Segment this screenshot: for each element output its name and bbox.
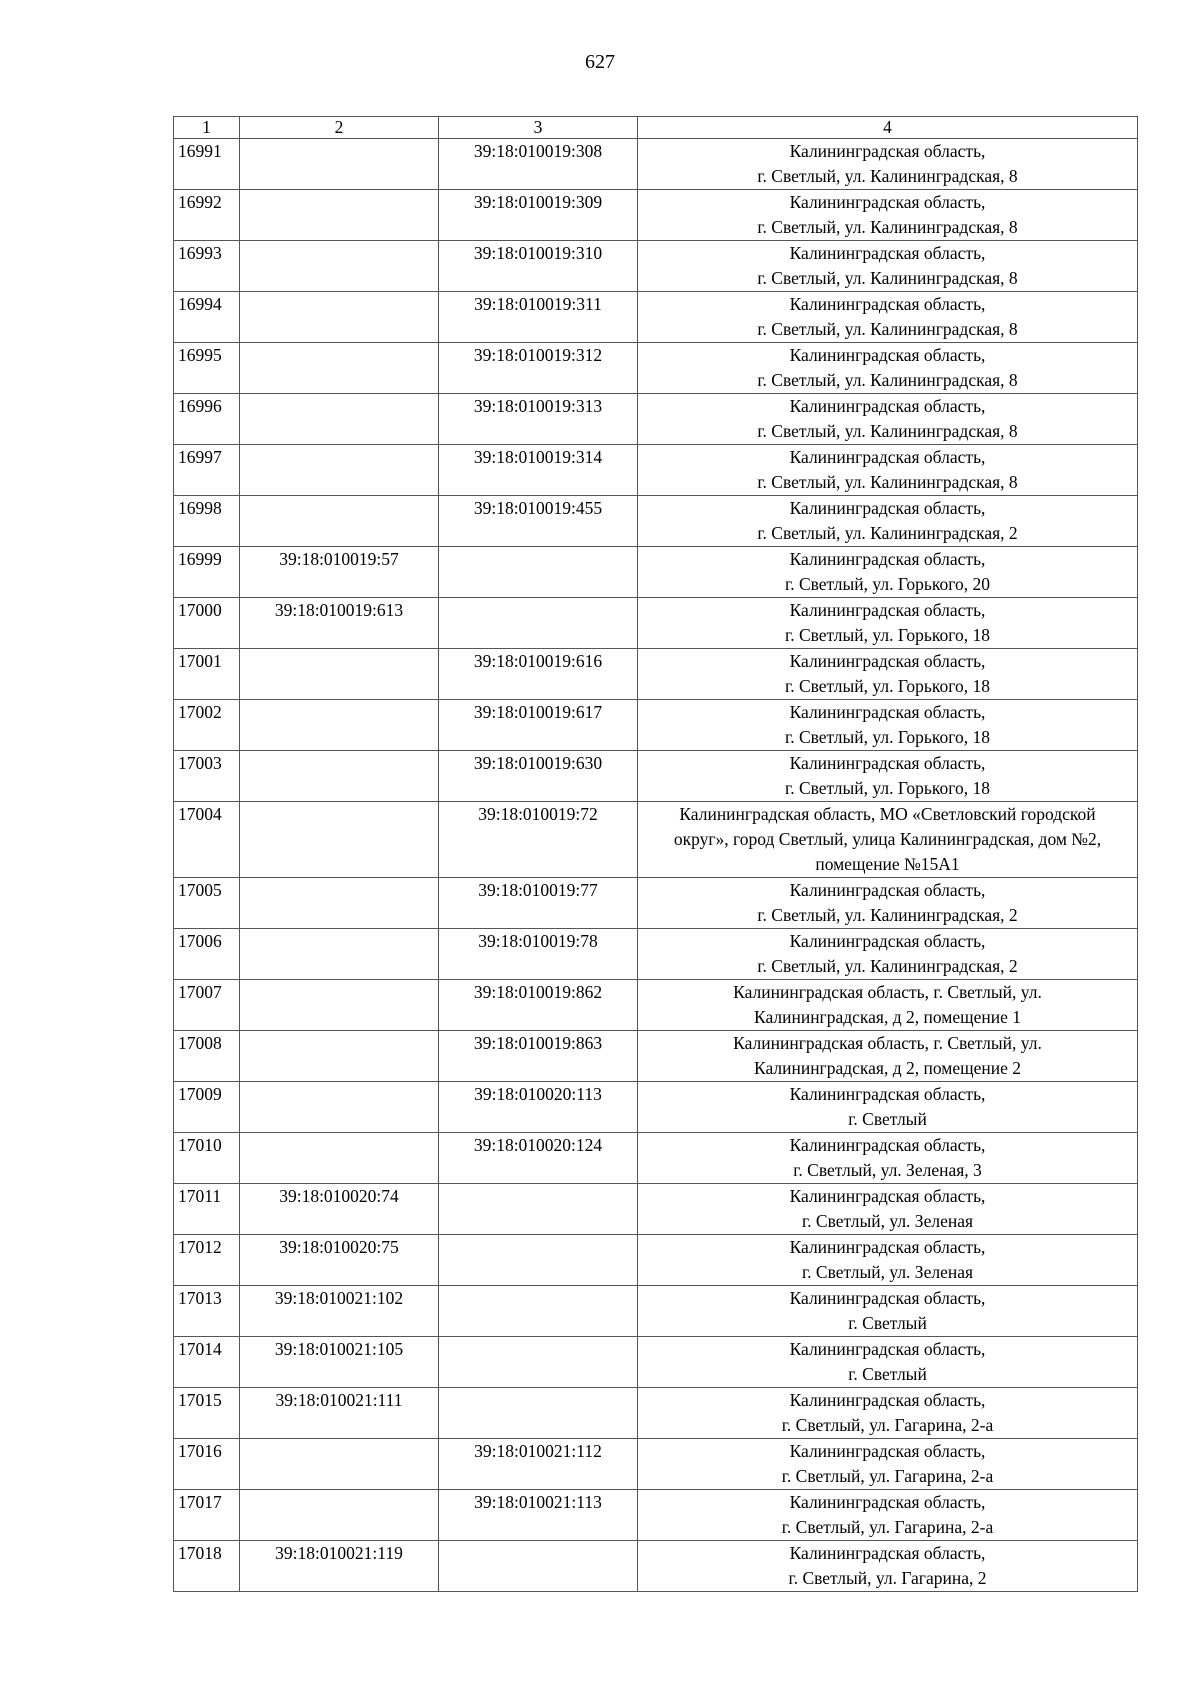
table-row [174, 598, 1138, 649]
table-row [174, 1031, 1138, 1082]
address-line: г. Светлый, ул. Калининградская, 8 [757, 217, 1018, 237]
table-row [174, 1082, 1138, 1133]
address-line: г. Светлый, ул. Горького, 18 [784, 778, 990, 798]
address-line: г. Светлый, ул. Калининградская, 8 [757, 319, 1018, 339]
row-number-cell: 17015 [174, 1388, 240, 1439]
cadastral-number-cell: 39:18:010019:309 [439, 190, 638, 241]
address-line: Калининградская область, [789, 1390, 986, 1410]
address-line: г. Светлый, ул. Горького, 18 [784, 625, 990, 645]
cadastral-number-cell [439, 598, 638, 649]
row-number-cell: 17007 [174, 980, 240, 1031]
row-number-cell: 17011 [174, 1184, 240, 1235]
address-line: Калининградская область, г. Светлый, ул. [733, 982, 1042, 1002]
address-line: г. Светлый, ул. Горького, 18 [784, 676, 990, 696]
cadastral-number-cell [240, 292, 439, 343]
address-line: г. Светлый, ул. Гагарина, 2 [788, 1568, 987, 1588]
cadastral-number-cell: 39:18:010019:455 [439, 496, 638, 547]
cadastral-number-cell [240, 878, 439, 929]
row-number-cell: 16997 [174, 445, 240, 496]
address-line: г. Светлый, ул. Гагарина, 2-а [781, 1415, 994, 1435]
table-row [174, 241, 1138, 292]
cadastral-number-cell [240, 241, 439, 292]
address-line: г. Светлый, ул. Калининградская, 8 [757, 421, 1018, 441]
cadastral-number-cell [240, 1439, 439, 1490]
address-line: Калининградская область, МО «Светловский городской [679, 804, 1096, 824]
registry-table [173, 116, 1138, 1592]
address-line: г. Светлый, ул. Гагарина, 2-а [781, 1466, 994, 1486]
address-line: Калининградская область, [789, 651, 986, 671]
address-line: Калининградская область, [789, 243, 986, 263]
address-line: Калининградская область, [789, 192, 986, 212]
address-cell [638, 980, 1138, 1031]
address-line: г. Светлый, ул. Зеленая, 3 [793, 1160, 982, 1180]
address-cell [638, 598, 1138, 649]
cadastral-number-cell [439, 1184, 638, 1235]
column-header-1: 1 [174, 117, 240, 139]
cadastral-number-cell: 39:18:010019:613 [240, 598, 439, 649]
cadastral-number-cell: 39:18:010019:617 [439, 700, 638, 751]
address-line: г. Светлый [848, 1109, 927, 1129]
row-number-cell: 17005 [174, 878, 240, 929]
cadastral-number-cell [240, 394, 439, 445]
table-row [174, 878, 1138, 929]
table-row [174, 190, 1138, 241]
cadastral-number-cell [240, 1031, 439, 1082]
cadastral-number-cell [240, 139, 439, 190]
address-cell [638, 1133, 1138, 1184]
address-line: Калининградская область, [789, 600, 986, 620]
address-cell [638, 878, 1138, 929]
address-line: Калининградская область, [789, 931, 986, 951]
cadastral-number-cell [240, 343, 439, 394]
cadastral-number-cell [439, 1286, 638, 1337]
cadastral-number-cell [439, 547, 638, 598]
row-number-cell: 17003 [174, 751, 240, 802]
cadastral-number-cell: 39:18:010020:113 [439, 1082, 638, 1133]
cadastral-number-cell: 39:18:010019:616 [439, 649, 638, 700]
cadastral-number-cell [439, 1388, 638, 1439]
address-line: помещение №15А1 [815, 854, 960, 874]
table-row [174, 394, 1138, 445]
table-row [174, 445, 1138, 496]
row-number-cell: 17000 [174, 598, 240, 649]
address-line: Калининградская область, [789, 702, 986, 722]
cadastral-number-cell [240, 1133, 439, 1184]
row-number-cell: 16992 [174, 190, 240, 241]
address-line: г. Светлый, ул. Горького, 20 [784, 574, 990, 594]
address-line: Калининградская область, [789, 1492, 986, 1512]
row-number-cell: 16991 [174, 139, 240, 190]
cadastral-number-cell: 39:18:010021:111 [240, 1388, 439, 1439]
address-line: Калининградская область, г. Светлый, ул. [733, 1033, 1042, 1053]
address-line: г. Светлый, ул. Калининградская, 8 [757, 268, 1018, 288]
cadastral-number-cell [240, 802, 439, 878]
cadastral-number-cell: 39:18:010021:112 [439, 1439, 638, 1490]
address-line: Калининградская область, [789, 141, 986, 161]
cadastral-number-cell: 39:18:010021:113 [439, 1490, 638, 1541]
address-cell [638, 802, 1138, 878]
table-header [174, 117, 1138, 139]
cadastral-number-cell [439, 1235, 638, 1286]
cadastral-number-cell [240, 980, 439, 1031]
address-cell [638, 1286, 1138, 1337]
address-cell [638, 190, 1138, 241]
row-number-cell: 17017 [174, 1490, 240, 1541]
cadastral-number-cell [240, 190, 439, 241]
page-number: 627 [585, 51, 615, 73]
cadastral-number-cell [240, 700, 439, 751]
address-cell [638, 1541, 1138, 1592]
address-line: Калининградская область, [789, 396, 986, 416]
cadastral-number-cell: 39:18:010020:74 [240, 1184, 439, 1235]
address-line: г. Светлый [848, 1313, 927, 1333]
address-cell [638, 496, 1138, 547]
row-number-cell: 17014 [174, 1337, 240, 1388]
table-row [174, 802, 1138, 878]
address-line: Калининградская область, [789, 1339, 986, 1359]
address-cell [638, 394, 1138, 445]
row-number-cell: 17013 [174, 1286, 240, 1337]
address-line: г. Светлый, ул. Гагарина, 2-а [781, 1517, 994, 1537]
row-number-cell: 17001 [174, 649, 240, 700]
row-number-cell: 16993 [174, 241, 240, 292]
address-line: г. Светлый, ул. Калининградская, 8 [757, 166, 1018, 186]
address-cell [638, 1184, 1138, 1235]
cadastral-number-cell: 39:18:010019:57 [240, 547, 439, 598]
address-line: Калининградская область, [789, 447, 986, 467]
address-line: округ», город Светлый, улица Калининградская, дом №2, [673, 829, 1102, 849]
table-row [174, 496, 1138, 547]
cadastral-number-cell: 39:18:010021:105 [240, 1337, 439, 1388]
address-cell [638, 343, 1138, 394]
cadastral-number-cell: 39:18:010019:78 [439, 929, 638, 980]
table-row [174, 980, 1138, 1031]
cadastral-number-cell [439, 1337, 638, 1388]
address-line: Калининградская, д 2, помещение 1 [754, 1007, 1021, 1027]
table-row [174, 1286, 1138, 1337]
cadastral-number-cell [240, 929, 439, 980]
address-line: Калининградская область, [789, 1084, 986, 1104]
address-line: г. Светлый, ул. Калининградская, 2 [757, 523, 1018, 543]
column-header-4: 4 [638, 117, 1138, 139]
cadastral-number-cell [240, 496, 439, 547]
cadastral-number-cell [240, 751, 439, 802]
table-row [174, 1541, 1138, 1592]
row-number-cell: 17008 [174, 1031, 240, 1082]
row-number-cell: 16996 [174, 394, 240, 445]
table-row [174, 649, 1138, 700]
cadastral-number-cell: 39:18:010019:77 [439, 878, 638, 929]
cadastral-number-cell: 39:18:010021:119 [240, 1541, 439, 1592]
address-line: Калининградская область, [789, 345, 986, 365]
cadastral-number-cell: 39:18:010020:124 [439, 1133, 638, 1184]
table-row [174, 1337, 1138, 1388]
cadastral-number-cell: 39:18:010019:313 [439, 394, 638, 445]
address-line: Калининградская область, [789, 1441, 986, 1461]
address-line: Калининградская область, [789, 294, 986, 314]
address-cell [638, 1388, 1138, 1439]
address-line: г. Светлый, ул. Калининградская, 8 [757, 472, 1018, 492]
address-cell [638, 929, 1138, 980]
address-line: Калининградская область, [789, 753, 986, 773]
table-row [174, 700, 1138, 751]
row-number-cell: 16995 [174, 343, 240, 394]
row-number-cell: 16999 [174, 547, 240, 598]
table-row [174, 1439, 1138, 1490]
cadastral-number-cell [240, 1490, 439, 1541]
address-cell [638, 1439, 1138, 1490]
address-line: г. Светлый [848, 1364, 927, 1384]
address-cell [638, 241, 1138, 292]
cadastral-number-cell: 39:18:010019:314 [439, 445, 638, 496]
table-row [174, 929, 1138, 980]
address-cell [638, 1337, 1138, 1388]
row-number-cell: 17002 [174, 700, 240, 751]
address-line: Калининградская область, [789, 1543, 986, 1563]
address-cell [638, 445, 1138, 496]
table-row [174, 1235, 1138, 1286]
cadastral-number-cell: 39:18:010019:630 [439, 751, 638, 802]
address-cell [638, 751, 1138, 802]
address-line: Калининградская область, [789, 880, 986, 900]
address-line: г. Светлый, ул. Калининградская, 2 [757, 956, 1018, 976]
table-row [174, 751, 1138, 802]
cadastral-number-cell [240, 1082, 439, 1133]
address-cell [638, 139, 1138, 190]
cadastral-number-cell [240, 445, 439, 496]
cadastral-number-cell: 39:18:010020:75 [240, 1235, 439, 1286]
address-cell [638, 649, 1138, 700]
row-number-cell: 17009 [174, 1082, 240, 1133]
address-line: г. Светлый, ул. Калининградская, 2 [757, 905, 1018, 925]
row-number-cell: 17018 [174, 1541, 240, 1592]
header-row [174, 117, 1138, 139]
address-line: Калининградская область, [789, 1288, 986, 1308]
table-row [174, 139, 1138, 190]
table-row [174, 547, 1138, 598]
column-header-2: 2 [240, 117, 439, 139]
table-row [174, 1490, 1138, 1541]
cadastral-number-cell: 39:18:010019:312 [439, 343, 638, 394]
address-cell [638, 1082, 1138, 1133]
column-header-3: 3 [439, 117, 638, 139]
row-number-cell: 17004 [174, 802, 240, 878]
cadastral-number-cell [240, 649, 439, 700]
address-line: Калининградская область, [789, 1186, 986, 1206]
address-cell [638, 292, 1138, 343]
address-line: г. Светлый, ул. Горького, 18 [784, 727, 990, 747]
table-row [174, 343, 1138, 394]
cadastral-number-cell: 39:18:010019:72 [439, 802, 638, 878]
cadastral-number-cell: 39:18:010019:310 [439, 241, 638, 292]
address-cell [638, 547, 1138, 598]
address-line: г. Светлый, ул. Зеленая [801, 1262, 974, 1282]
table-row [174, 292, 1138, 343]
cadastral-number-cell: 39:18:010019:863 [439, 1031, 638, 1082]
address-line: Калининградская, д 2, помещение 2 [754, 1058, 1021, 1078]
address-cell [638, 1490, 1138, 1541]
row-number-cell: 17012 [174, 1235, 240, 1286]
table-row [174, 1184, 1138, 1235]
cadastral-number-cell: 39:18:010019:311 [439, 292, 638, 343]
cadastral-number-cell: 39:18:010021:102 [240, 1286, 439, 1337]
row-number-cell: 17016 [174, 1439, 240, 1490]
row-number-cell: 16998 [174, 496, 240, 547]
row-number-cell: 17010 [174, 1133, 240, 1184]
row-number-cell: 16994 [174, 292, 240, 343]
address-line: Калининградская область, [789, 1135, 986, 1155]
table-row [174, 1133, 1138, 1184]
address-line: г. Светлый, ул. Калининградская, 8 [757, 370, 1018, 390]
address-cell [638, 700, 1138, 751]
cadastral-number-cell [439, 1541, 638, 1592]
cadastral-number-cell: 39:18:010019:308 [439, 139, 638, 190]
address-line: Калининградская область, [789, 498, 986, 518]
table-row [174, 1388, 1138, 1439]
row-number-cell: 17006 [174, 929, 240, 980]
table-body [174, 139, 1138, 1592]
address-line: Калининградская область, [789, 549, 986, 569]
address-cell [638, 1031, 1138, 1082]
address-line: г. Светлый, ул. Зеленая [801, 1211, 974, 1231]
address-line: Калининградская область, [789, 1237, 986, 1257]
cadastral-number-cell: 39:18:010019:862 [439, 980, 638, 1031]
address-cell [638, 1235, 1138, 1286]
